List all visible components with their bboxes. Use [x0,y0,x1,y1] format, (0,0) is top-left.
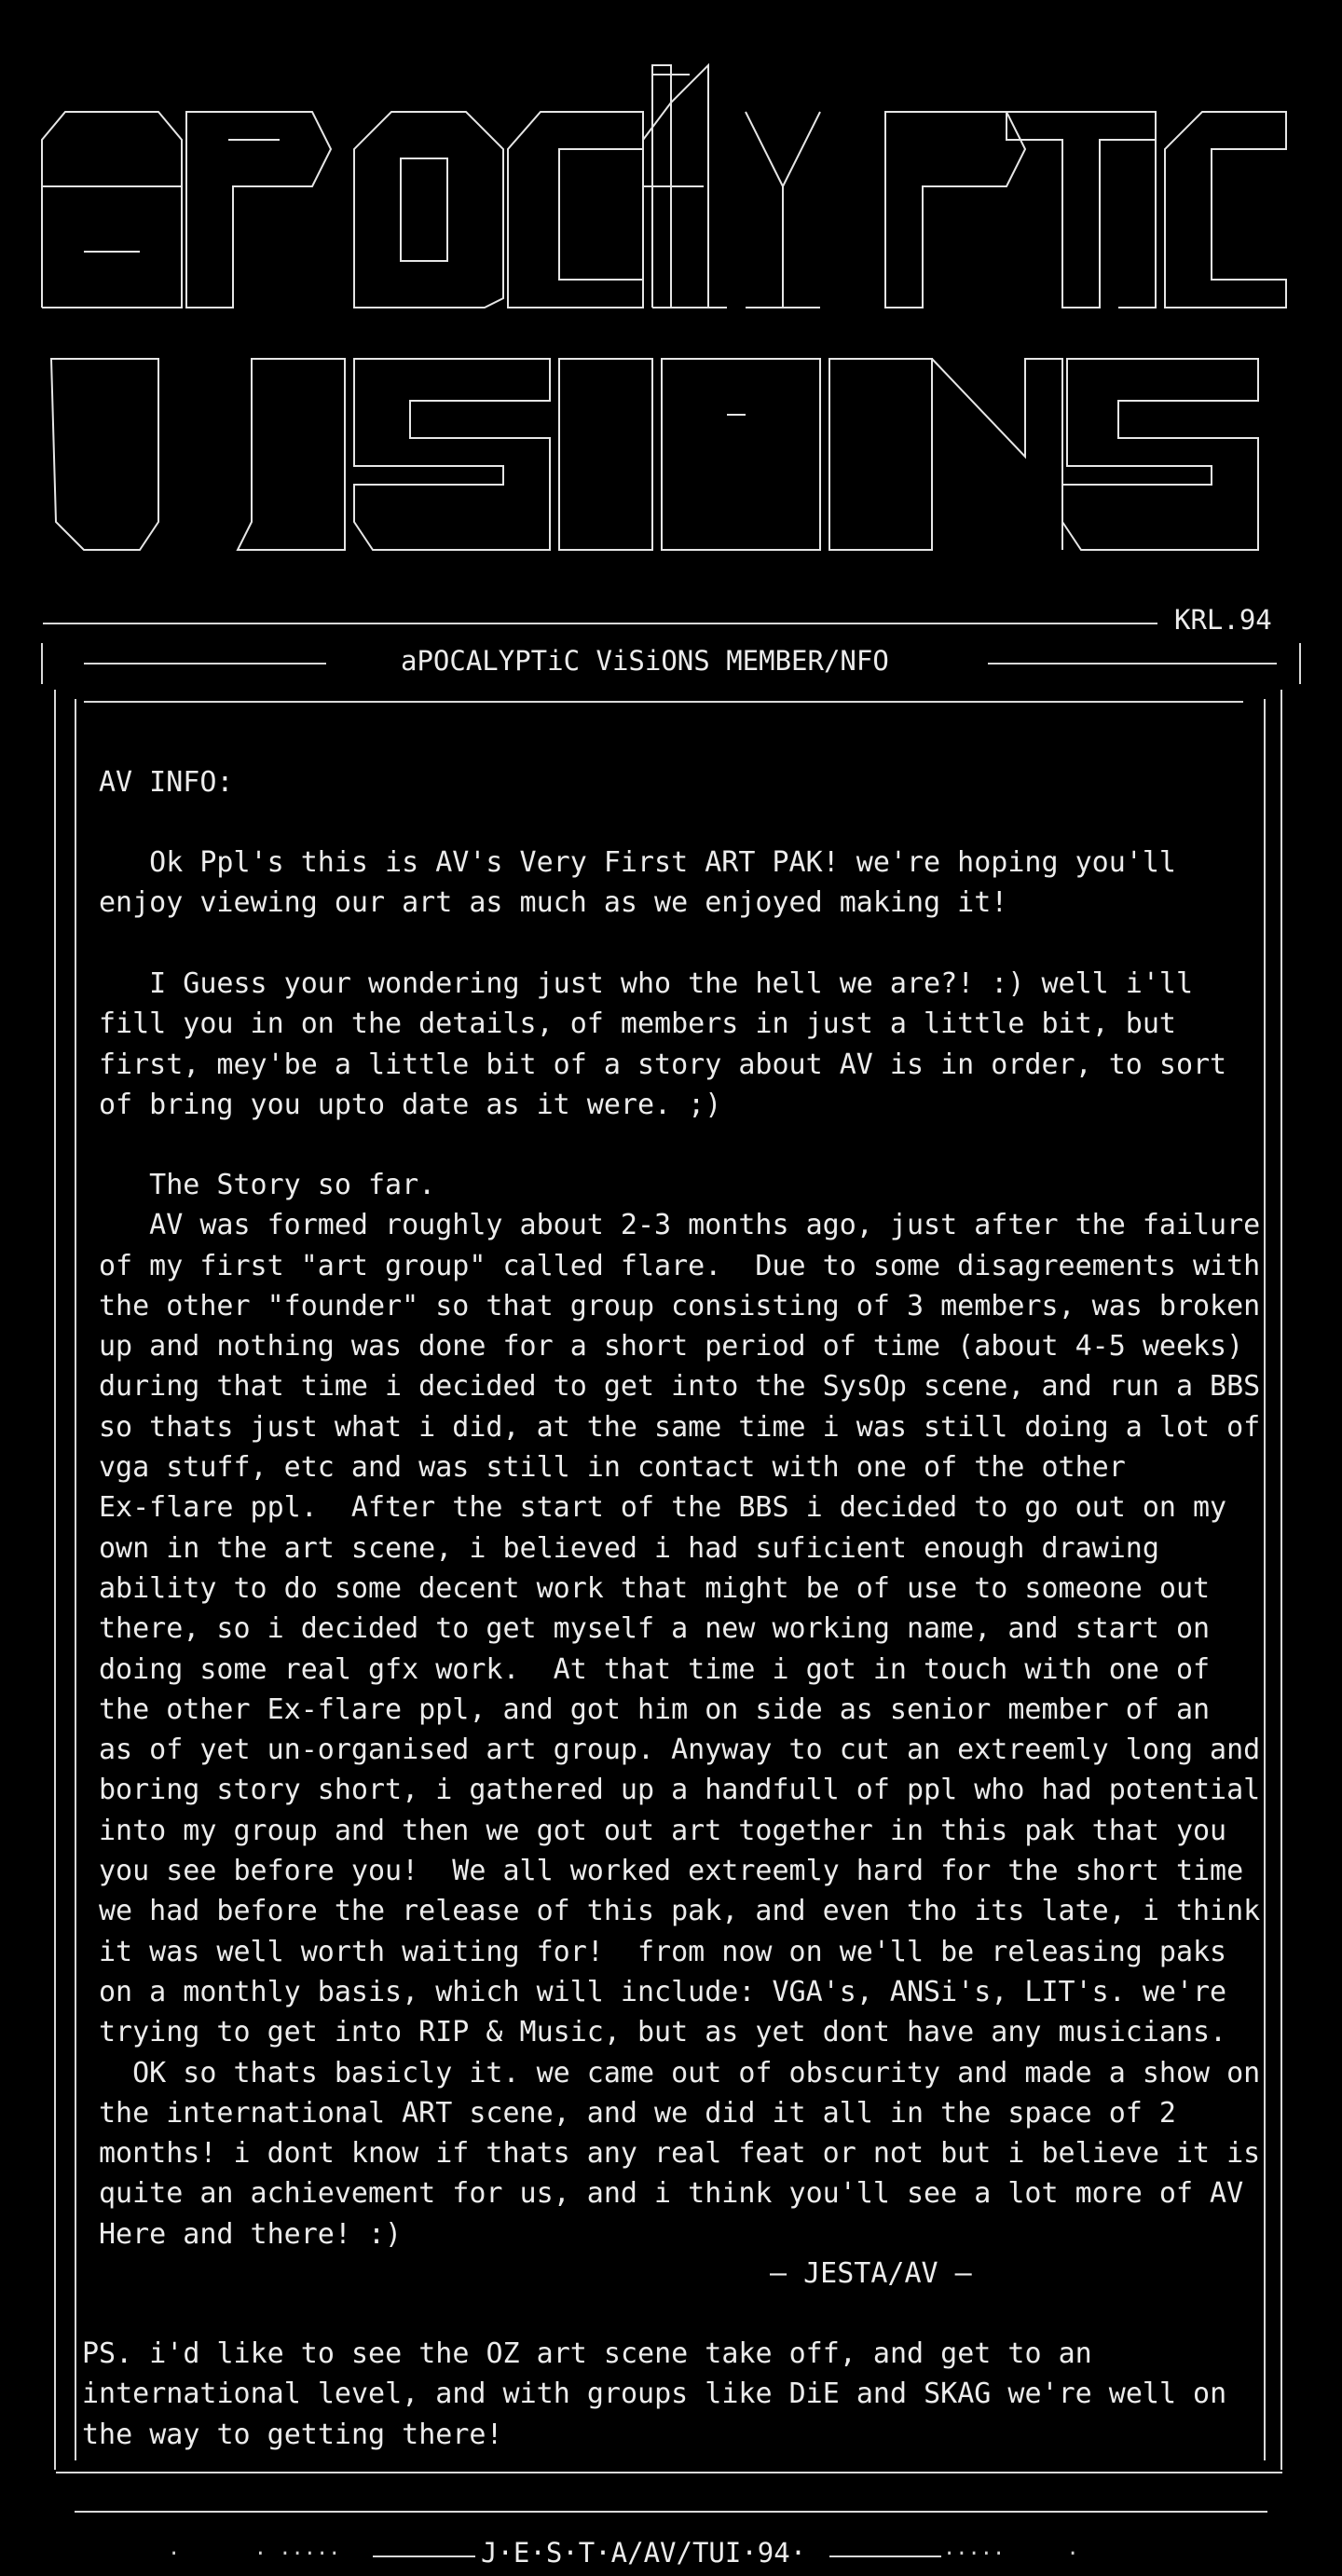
frame-inner-right [1264,699,1266,2460]
signature: — JESTA/AV — [770,2257,972,2290]
frame-outer-right [1280,690,1282,2470]
footer-dots-left: · · ····· [168,2542,341,2566]
header-rule-right [988,663,1277,665]
footer-rule-right [829,2555,941,2557]
top-rule [43,623,1157,624]
section-heading: AV INFO: [99,766,234,799]
story-paragraph: The Story so far. AV was formed roughly about 2-3 months ago, just after the failure of my first "art group" called flare. Due to some disagreements with the other "founder" so that group consisting of 3 members, was broken up and nothing was done for a short period of time (about 4-5 weeks) during that time i decided to get into the SysOp scene, and run a BBS so thats just what i did, at the same time i was still doing a lot of vga stuff, etc and was still in contact with one of the other Ex-flare ppl. After the start of the BBS i decided to go out on my own in the art scene, i believed i had suficient enough drawing ability to do some decent work that might be of use to someone out there, so i decided to get myself a new working name, and start on doing some real gfx work. At that time i got in touch with one of the other Ex-flare ppl, and got him on side as senior member of an as of yet un-organised art group. Anyway to cut an extreemly long and boring story short, i gathered up a handfull of ppl who had potential into my group and then we got out art together in this pak that you you see before you! We all worked extreemly hard for the short time we had before the release of this pak, and even tho its late, i think it was well worth waiting for! from now on we'll be releasing paks on a monthly basis, which will include: VGA's, ANSi's, LIT's. we're trying to get into RIP & Music, but as yet dont have any musicians. OK so thats basicly it. we came out of obscurity and made a show on the international ART scene, and we did it all in the space of 2 months! i dont know if thats any real feat or not but i believe it is quite an achievement for us, and i think you'll see a lot more of AV Here and there! :) [99,1169,1261,2251]
footer-rule-left [373,2555,475,2557]
apocalyptic-visions-logo [0,0,1342,578]
frame-outer-left [54,690,56,2470]
logo-row-apocalyptic [42,65,1286,308]
header-title: aPOCALYPTiC ViSiONS MEMBER/NFO [401,645,889,677]
frame-bottom-rule [56,2472,1282,2473]
postscript: PS. i'd like to see the OZ art scene take off, and get to an international level, and with groups like DiE and SKAG we're well on the way to getting there! [82,2337,1227,2451]
footer-credit: J·E·S·T·A/AV/TUI·94· [481,2537,807,2569]
wondering-paragraph: I Guess your wondering just who the hell we are?! :) well i'll fill you in on the details, of members in just a little bit, but first, mey'be a little bit of a story about AV is in order, to sort of bring you upto date as it were. ;) [99,967,1227,1121]
frame-base-rule [75,2511,1267,2513]
header-right-edge [1299,643,1301,684]
frame-inner-left [75,699,76,2460]
header-rule-left [84,663,326,665]
intro-paragraph: Ok Ppl's this is AV's Very First ART PAK! we're hoping you'll enjoy viewing our art as much as we enjoyed making it! [99,846,1176,920]
footer-dots-right: ····· · [943,2542,1079,2566]
frame-top-rule [84,701,1243,703]
header-left-edge [41,643,43,684]
artist-credit-top: KRL.94 [1174,604,1272,636]
logo-row-visions [51,359,1258,550]
